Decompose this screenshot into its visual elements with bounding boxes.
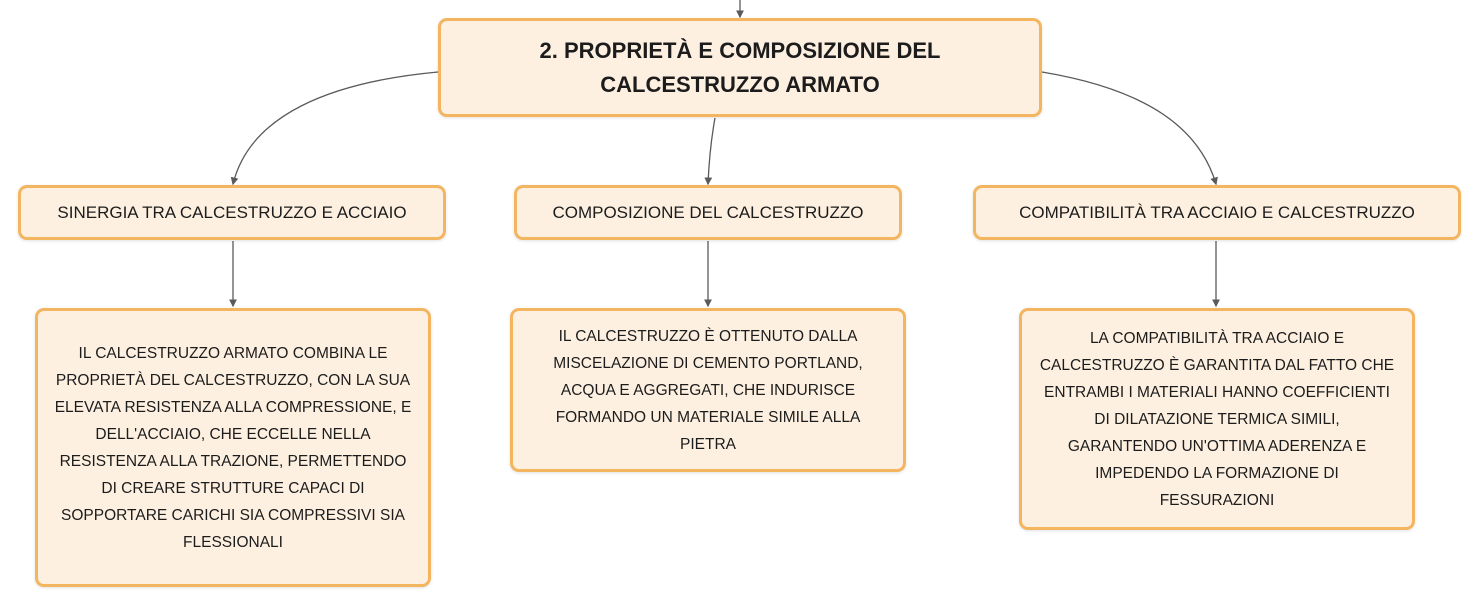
detail-text: LA COMPATIBILITÀ TRA ACCIAIO E CALCESTRUZZO È GARANTITA DAL FATTO CHE ENTRAMBI I MATERIALI HANNO COEFFICIENTI DI DILATAZIONE TERMICA SIMILI, GARANTENDO UN'OTTIMA ADERENZA E IMPEDENDO LA FORMAZIONE DI FESSURAZIONI: [1039, 329, 1395, 509]
root-topic-node[interactable]: [438, 18, 1042, 117]
detail-text: IL CALCESTRUZZO È OTTENUTO DALLA MISCELAZIONE DI CEMENTO PORTLAND, ACQUA E AGGREGATI, CHE INDURISCE FORMANDO UN MATERIALE SIMILE ALLA PIETRA: [553, 327, 863, 453]
detail-text: IL CALCESTRUZZO ARMATO COMBINA LE PROPRIETÀ DEL CALCESTRUZZO, CON LA SUA ELEVATA RESISTENZA ALLA COMPRESSIONE, E DELL'ACCIAIO, CHE ECCELLE NELLA RESISTENZA ALLA TRAZIONE, PERMETTENDO DI CREARE STRUTTURE CAPACI DI SOPPORTARE CARICHI SIA COMPRESSIVI SIA FLESSIONALI: [54, 344, 412, 551]
connector-root-to-branch-2: [708, 118, 715, 184]
subtopic-label: COMPATIBILITÀ TRA ACCIAIO E CALCESTRUZZO: [1019, 202, 1415, 222]
subtopic-node-compatibilita[interactable]: [973, 185, 1461, 240]
detail-node-composizione[interactable]: [510, 308, 906, 472]
connector-root-to-branch-1: [233, 72, 438, 184]
detail-node-compatibilita[interactable]: [1019, 308, 1415, 530]
subtopic-label: SINERGIA TRA CALCESTRUZZO E ACCIAIO: [57, 202, 407, 222]
detail-node-sinergia[interactable]: [35, 308, 431, 587]
subtopic-node-sinergia[interactable]: [18, 185, 446, 240]
connector-root-to-branch-3: [1042, 72, 1216, 184]
root-topic-label: 2. PROPRIETÀ E COMPOSIZIONE DEL CALCESTRUZZO ARMATO: [539, 37, 941, 97]
subtopic-label: COMPOSIZIONE DEL CALCESTRUZZO: [552, 202, 864, 222]
subtopic-node-composizione[interactable]: [514, 185, 902, 240]
